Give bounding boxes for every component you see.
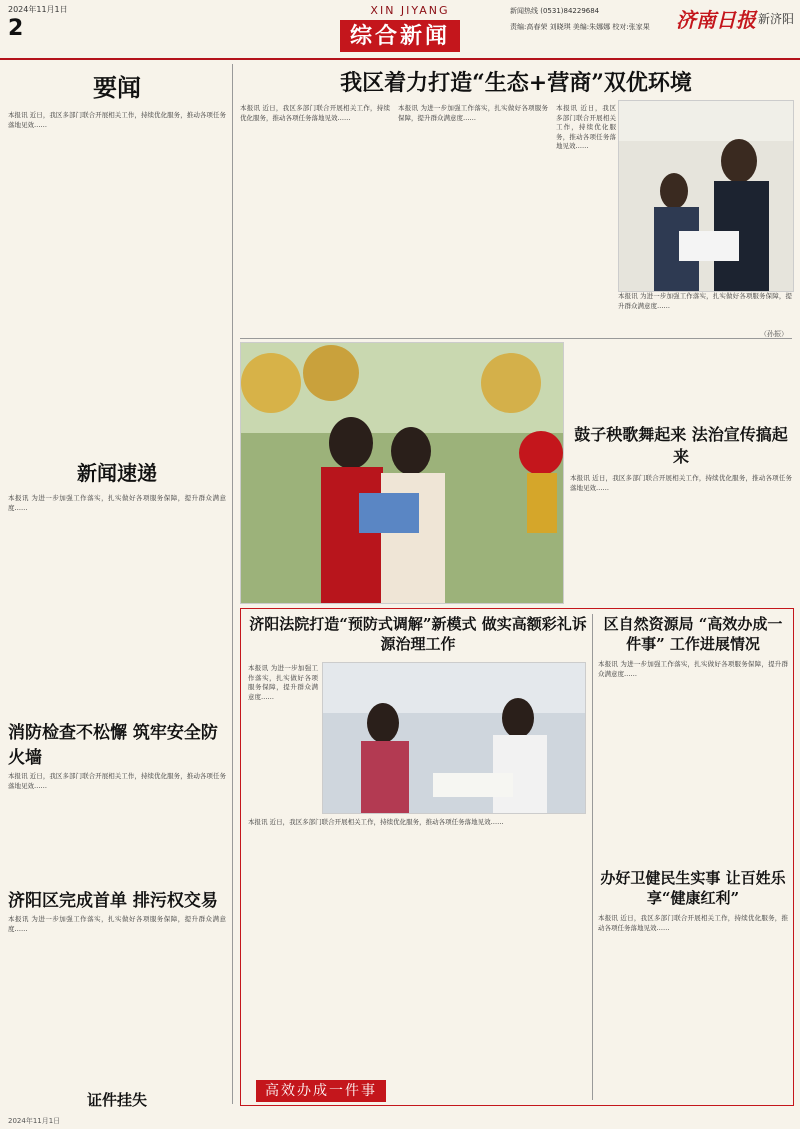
kuaidi-text-1: 本报讯 为进一步加强工作落实，扎实做好各项服务保障，提升群众满意度…… <box>8 494 226 512</box>
footer-date: 2024年11月1日 <box>8 1117 61 1125</box>
kuaidi-title: 新闻速递 <box>77 461 157 485</box>
drum-text: 本报讯 近日，我区多部门联合开展相关工作，持续优化服务，推动各项任务落地见效…… <box>570 474 792 492</box>
section-title: 综合新闻 <box>340 20 460 52</box>
photo-service-hall-drawing <box>619 101 793 291</box>
page-number: 2 <box>8 16 24 41</box>
drum-title: 鼓子秧歌舞起来 法治宣传搞起来 <box>574 425 788 466</box>
newspaper-logo: 济南日报 <box>676 8 756 32</box>
editors-line: 责编:高春荣 刘晓琪 美编:朱娜娜 校对:张家果 <box>510 23 650 31</box>
fire-title: 消防检查不松懈 筑牢安全防火墙 <box>8 723 218 768</box>
lost-title: 证件挂失 <box>86 1091 147 1109</box>
resource-title: 区自然资源局 “高效办成一件事” 工作进展情况 <box>603 615 783 653</box>
court-tag: 高效办成一件事 <box>256 1080 386 1102</box>
main-text-2: 本报讯 为进一步加强工作落实，扎实做好各项服务保障，提升群众满意度…… <box>398 104 548 122</box>
photo-mediation <box>322 662 586 814</box>
sewage-title: 济阳区完成首单 排污权交易 <box>8 891 218 911</box>
resource-text: 本报讯 为进一步加强工作落实，扎实做好各项服务保障，提升群众满意度…… <box>598 660 788 678</box>
health-title: 办好卫健民生实事 让百姓乐享“健康红利” <box>600 869 786 907</box>
main-divider <box>240 338 792 339</box>
health-article <box>598 868 788 1094</box>
masthead <box>0 0 800 60</box>
court-body <box>248 818 584 1074</box>
kuaidi-body <box>8 494 226 714</box>
fire-text: 本报讯 近日，我区多部门联合开展相关工作，持续优化服务，推动各项任务落地见效…… <box>8 772 226 790</box>
channel-name: XIN JIYANG <box>370 4 450 17</box>
photo-service-caption-text: 本报讯 为进一步加强工作落实，扎实做好各项服务保障，提升群众满意度…… <box>618 292 792 310</box>
issue-date: 2024年11月1日 <box>8 5 68 14</box>
yaowen-body <box>8 111 226 451</box>
drum-body <box>570 474 792 624</box>
sewage-body <box>8 915 226 1085</box>
resource-article <box>598 614 788 820</box>
main-text-1: 本报讯 近日，我区多部门联合开展相关工作，持续优化服务，推动各项任务落地见效…… <box>240 104 390 122</box>
court-article <box>248 614 588 654</box>
main-body-col1 <box>240 104 390 329</box>
main-body-col3 <box>556 104 616 329</box>
health-text: 本报讯 近日，我区多部门联合开展相关工作，持续优化服务，推动各项任务落地见效…… <box>598 914 788 932</box>
box-divider <box>592 614 593 1100</box>
hotline: 新闻热线 (0531)84229684 <box>510 7 600 15</box>
main-body-col2 <box>398 104 548 329</box>
newspaper-logo-sub: 新济阳 <box>758 12 795 26</box>
photo-law-promotion <box>240 342 564 604</box>
main-headline: 我区着力打造“生态+营商”双优环境 <box>340 70 692 96</box>
yaowen-title: 要闻 <box>93 73 141 102</box>
court-intro-text: 本报讯 为进一步加强工作落实，扎实做好各项服务保障，提升群众满意度…… <box>248 664 318 701</box>
photo-law-promotion-drawing <box>241 343 563 603</box>
fire-body <box>8 772 226 882</box>
photo-mediation-drawing <box>323 663 585 813</box>
court-intro <box>248 664 318 804</box>
photo-service-hall <box>618 100 794 292</box>
resource-body <box>598 660 788 820</box>
main-credit: （孙振） <box>760 330 788 338</box>
court-body-text: 本报讯 近日，我区多部门联合开展相关工作，持续优化服务，推动各项任务落地见效…… <box>248 818 504 826</box>
court-title: 济阳法院打造“预防式调解”新模式 做实高额彩礼诉源治理工作 <box>249 615 587 653</box>
drum-article <box>570 424 792 624</box>
main-text-3: 本报讯 近日，我区多部门联合开展相关工作，持续优化服务，推动各项任务落地见效…… <box>556 104 616 150</box>
sewage-text: 本报讯 为进一步加强工作落实，扎实做好各项服务保障，提升群众满意度…… <box>8 915 226 933</box>
photo-service-caption <box>618 292 792 328</box>
yaowen-text-1: 本报讯 近日，我区多部门联合开展相关工作，持续优化服务，推动各项任务落地见效…… <box>8 111 226 129</box>
left-divider <box>232 64 233 1104</box>
health-body <box>598 914 788 1094</box>
left-column <box>8 64 226 1114</box>
